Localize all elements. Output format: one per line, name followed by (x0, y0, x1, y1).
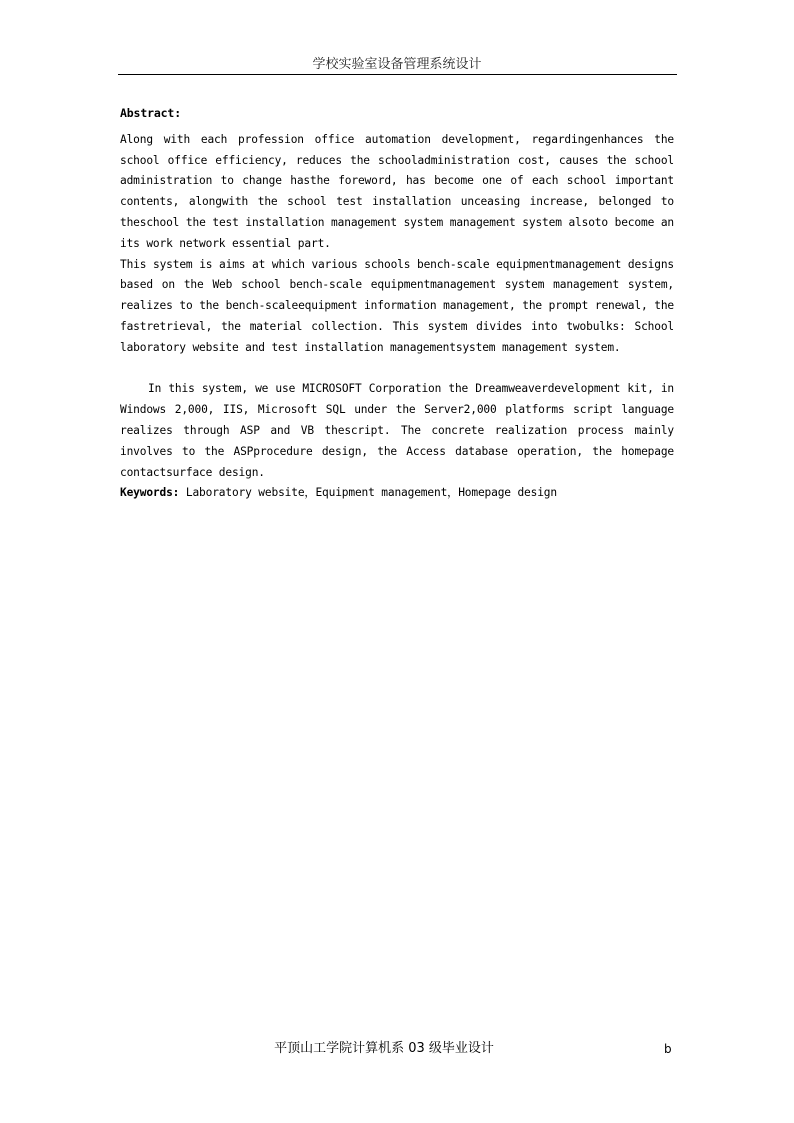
paragraph-gap (120, 359, 674, 380)
page-number: b (664, 1042, 672, 1056)
keywords-label: Keywords: (120, 486, 180, 500)
footer-text: 平顶山工学院计算机系 03 级毕业设计 (274, 1041, 494, 1056)
abstract-paragraph-2: This system is aims at which various schools bench-scale equipmentmanagement designs based on the Web school bench-scale equipmentmanagement system management system, realizes to the bench-scaleequipment information management, the prompt renewal, the fastretrieval, the material collection. This system divides into twobulks: School laboratory website and test installation managementsystem management system. (120, 257, 674, 354)
abstract-section (120, 103, 674, 504)
header-divider (118, 74, 677, 75)
abstract-paragraph-1: Along with each profession office automation development, regardingenhances the school office efficiency, reduces the schooladministration cost, causes the school administration to change hasthe foreword, has become one of each school important contents, alongwith the school test installation unceasing increase, belonged to theschool the test installation management system management system alsoto become an its work network essential part. (120, 132, 674, 250)
abstract-paragraph-3: In this system, we use MICROSOFT Corporation the Dreamweaverdevelopment kit, in Windows 2,000, IIS, Microsoft SQL under the Server2,000 platforms script language realizes through ASP and VB thescript. The concrete realization process mainly involves to the ASPprocedure design, the Access database operation, the homepage contactsurface design. (120, 382, 674, 479)
keywords-line (120, 483, 674, 504)
abstract-heading: Abstract: (120, 106, 181, 120)
keywords-text: Laboratory website，Equipment management，Homepage design (179, 486, 557, 500)
page-header-title: 学校实验室设备管理系统设计 (312, 57, 482, 72)
